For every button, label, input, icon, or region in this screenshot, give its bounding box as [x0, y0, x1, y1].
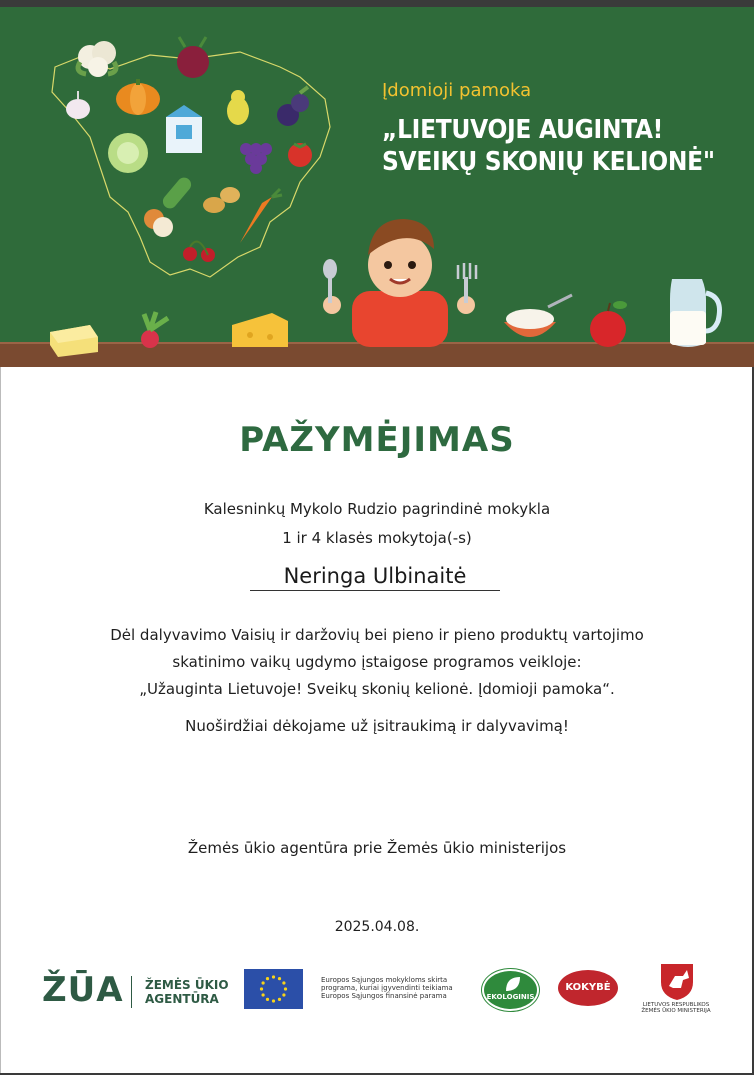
cabbage-icon [108, 133, 148, 173]
pumpkin-icon [116, 79, 160, 115]
headline-line-2: SVEIKŲ SKONIŲ KELIONĖ" [382, 147, 715, 177]
issuer: Žemės ūkio agentūra prie Žemės ūkio ministerijos [187, 839, 567, 857]
eu-stars-icon [244, 969, 303, 1009]
lithuania-map-outline [52, 52, 330, 277]
banner-headline [382, 114, 742, 178]
zua-line-1: ŽEMĖS ŪKIO [145, 978, 229, 992]
radish-icon [141, 312, 168, 348]
banner-illustration [0, 7, 754, 367]
beetroot-icon [177, 37, 209, 78]
butter-icon [50, 325, 98, 357]
reason-line-1: Dėl dalyvavimo Vaisių ir daržovių bei pieno ir pieno produktų vartojimo [110, 626, 644, 644]
reason-line-3: „Užauginta Lietuvoje! Sveikų skonių kelionė. Įdomioji pamoka“. [139, 680, 615, 698]
reason-line-2: skatinimo vaikų ugdymo įstaigose programos veikloje: [172, 653, 582, 671]
eu-flag-icon [244, 969, 303, 1009]
zua-logo-divider [131, 976, 132, 1008]
cottage-cheese-bowl-icon [504, 295, 572, 337]
eu-program-text: Europos Sąjungos mokykloms skirta programa, kuriai įgyvendinti teikiama Europos Sąjungos finansinė parama [321, 976, 453, 1000]
top-edge [0, 0, 754, 7]
onions-icon [144, 209, 173, 237]
boy-illustration [323, 219, 476, 347]
ministry-line-2: ŽEMĖS ŪKIO MINISTERIJA [641, 1008, 711, 1014]
school-name: Kalesninkų Mykolo Rudzio pagrindinė mokykla [203, 500, 551, 518]
recipient-name: Neringa Ulbinaitė [250, 564, 500, 591]
coat-of-arms-icon [657, 962, 697, 1000]
cherries-icon [183, 242, 215, 262]
ekologinis-logo [482, 969, 539, 1011]
milk-carton-icon [166, 105, 202, 153]
logo-strip [0, 960, 754, 1020]
teacher-role: 1 ir 4 klasės mokytoja(-s) [282, 529, 472, 547]
grapes-icon [240, 143, 272, 174]
apple-icon [590, 301, 627, 347]
tomato-icon [288, 143, 312, 167]
potatoes-icon [203, 187, 240, 213]
cucumber-icon [160, 175, 194, 212]
ministry-line-1: LIETUVOS RESPUBLIKOS [642, 1002, 710, 1008]
issue-date: 2025.04.08. [334, 919, 420, 935]
zua-logo-text [145, 978, 229, 1006]
zua-line-2: AGENTŪRA [145, 992, 219, 1006]
ekologinis-label: EKOLOGINIS [486, 993, 535, 1001]
kokybe-label: KOKYBĖ [565, 982, 611, 993]
cauliflower-icon [78, 41, 116, 77]
milk-jug-icon [670, 279, 720, 347]
headline-line-1: „LIETUVOJE AUGINTA! [382, 115, 664, 145]
thanks-line: Nuoširdžiai dėkojame už įsitraukimą ir dalyvavimą! [185, 717, 569, 735]
garlic-icon [66, 91, 90, 119]
kokybe-logo [558, 970, 618, 1006]
lesson-label: Įdomioji pamoka [382, 80, 532, 101]
leaf-icon [484, 971, 537, 1009]
plums-icon [277, 87, 309, 126]
carrot-icon [240, 189, 282, 243]
certificate-title: PAŽYMĖJIMAS [239, 420, 515, 460]
cheese-icon [232, 313, 288, 347]
zua-logo-mark: ŽŪA [42, 970, 124, 1010]
pear-icon [227, 90, 249, 125]
ministry-text [636, 1002, 716, 1014]
